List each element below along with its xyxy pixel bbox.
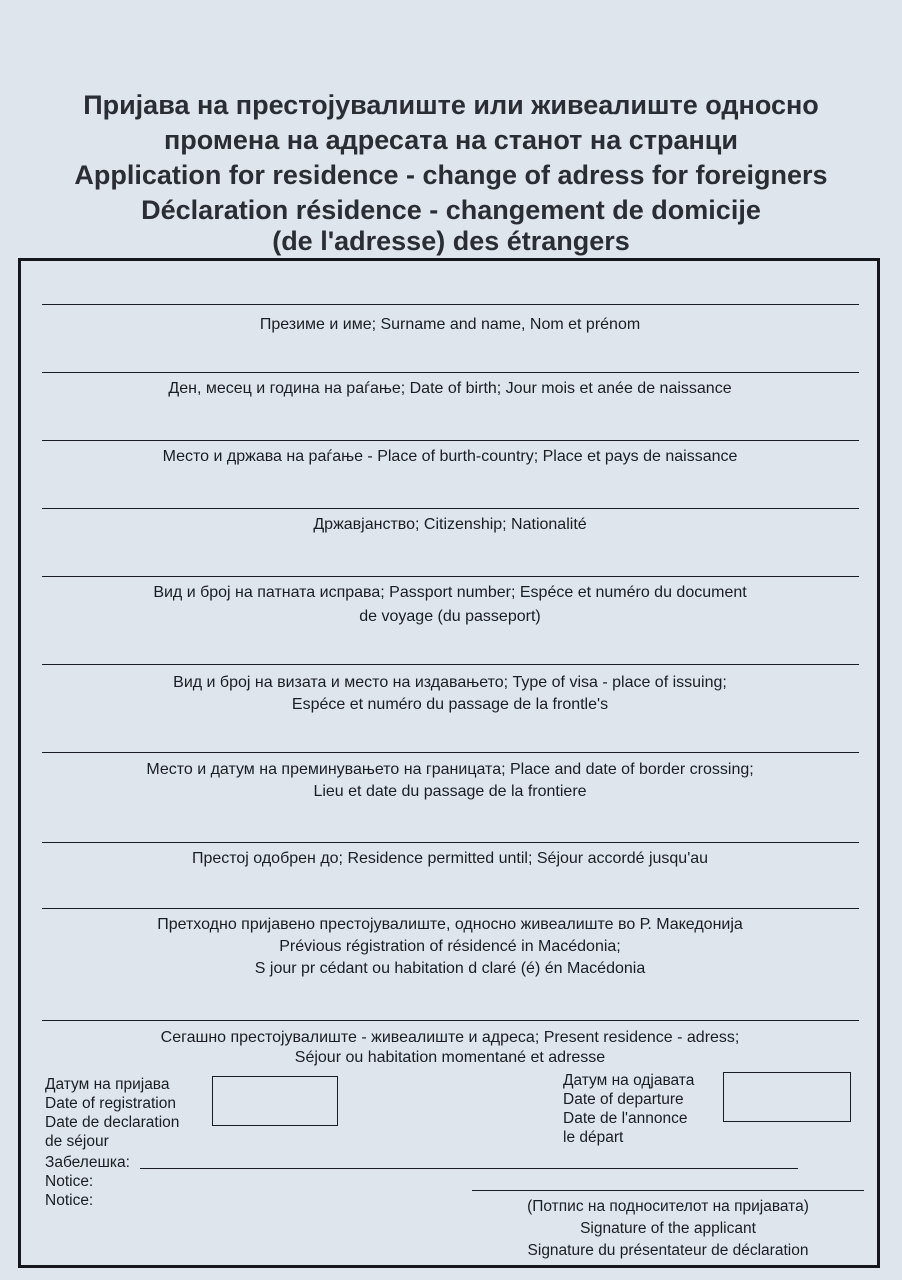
departure-label-line4: le départ xyxy=(563,1129,624,1146)
notice-label-mk: Забелешка: xyxy=(45,1154,130,1171)
visa-input-line[interactable] xyxy=(42,664,859,665)
citizenship-input-line[interactable] xyxy=(42,508,859,509)
visa-label-line2: Espéce et numéro du passage de la frontle's xyxy=(291,696,609,713)
citizenship-label: Државјанство; Citizenship; Nationalité xyxy=(313,516,587,533)
present-residence-input-line[interactable] xyxy=(42,1020,859,1021)
visa-label-line1: Вид и број на визата и место на издавањето; Type of visa - place of issuing; xyxy=(173,674,727,691)
registration-label-line3: Date de declaration xyxy=(45,1114,180,1131)
title-mk-line2: промена на адресата на станот на странци xyxy=(163,125,738,155)
registration-date-box[interactable] xyxy=(212,1076,338,1126)
notice-label-fr: Notice: xyxy=(45,1192,94,1209)
passport-input-line[interactable] xyxy=(42,576,859,577)
border-crossing-label-line2: Lieu et date du passage de la frontiere xyxy=(313,783,587,800)
surname-label: Презиме и име; Surname and name, Nom et prénom xyxy=(259,316,641,333)
previous-registration-input-line[interactable] xyxy=(42,908,859,909)
signature-label-mk: (Потпис на подносителот на пријавата) xyxy=(527,1198,809,1215)
registration-label-line4: de séjour xyxy=(45,1133,109,1150)
border-crossing-input-line[interactable] xyxy=(42,752,859,753)
departure-label-line1: Датум на одјавата xyxy=(563,1072,695,1089)
previous-registration-label-line1: Претходно пријавено престојувалиште, односно живеалиште во Р. Македонија xyxy=(157,916,743,933)
passport-label-line1: Вид и број на патната исправа; Passport number; Espéce et numéro du document xyxy=(153,584,747,601)
previous-registration-label-line3: S jour pr cédant ou habitation d claré (é) én Macédonia xyxy=(254,960,646,977)
present-residence-label-line1: Сегашно престојувалиште - живеалиште и адреса; Present residence - adress; xyxy=(160,1029,740,1046)
departure-label-line2: Date of departure xyxy=(563,1091,684,1108)
title-mk-line1: Пријава на престојувалиште или живеалиште односно xyxy=(83,90,819,120)
title-en: Application for residence - change of adress for foreigners xyxy=(74,160,828,190)
residence-permitted-label: Престој одобрен до; Residence permitted until; Séjour accordé jusqu'au xyxy=(191,850,709,867)
signature-label-en: Signature of the applicant xyxy=(580,1220,756,1237)
departure-date-box[interactable] xyxy=(723,1072,851,1122)
birth-date-input-line[interactable] xyxy=(42,372,859,373)
passport-label-line2: de voyage (du passeport) xyxy=(359,608,541,625)
title-fr-line2: (de l'adresse) des étrangers xyxy=(272,226,630,256)
birth-date-label: Ден, месец и година на раѓање; Date of birth; Jour mois et anée de naissance xyxy=(168,380,732,397)
title-fr-line1: Déclaration résidence - changement de domicije xyxy=(141,195,761,225)
registration-label-line2: Date of registration xyxy=(45,1095,176,1112)
birth-place-label: Место и држава на раѓање - Place of burth-country; Place et pays de naissance xyxy=(162,448,738,465)
departure-label-line3: Date de l'annonce xyxy=(563,1110,688,1127)
signature-input-line[interactable] xyxy=(472,1190,864,1191)
signature-label-fr: Signature du présentateur de déclaration xyxy=(527,1242,809,1259)
registration-label-line1: Датум на пријава xyxy=(45,1076,170,1093)
present-residence-label-line2: Séjour ou habitation momentané et adresse xyxy=(294,1049,606,1066)
notice-label-en: Notice: xyxy=(45,1173,94,1190)
border-crossing-label-line1: Место и датум на преминувањето на границата; Place and date of border crossing; xyxy=(146,761,754,778)
birth-place-input-line[interactable] xyxy=(42,440,859,441)
surname-input-line[interactable] xyxy=(42,304,859,305)
notice-input-line[interactable] xyxy=(140,1168,798,1169)
residence-permitted-input-line[interactable] xyxy=(42,842,859,843)
previous-registration-label-line2: Prévious régistration of résidencé in Macédonia; xyxy=(279,938,621,955)
